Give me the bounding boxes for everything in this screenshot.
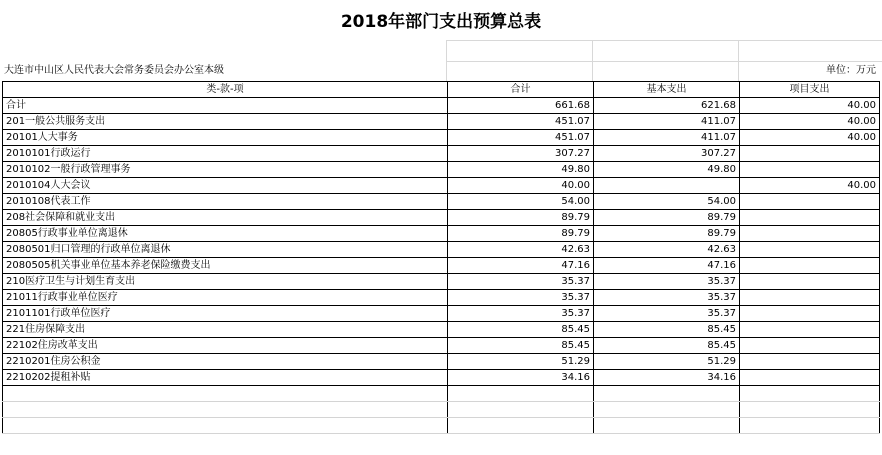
table-row — [3, 130, 880, 146]
row-basic-cell: 89.79 — [594, 226, 740, 242]
table-row — [3, 226, 880, 242]
row-basic-cell: 411.07 — [594, 130, 740, 146]
row-total-cell: 51.29 — [448, 354, 594, 370]
row-total-cell: 49.80 — [448, 162, 594, 178]
row-project-cell — [740, 242, 880, 258]
empty-cell — [448, 402, 594, 418]
row-project-cell: 40.00 — [740, 98, 880, 114]
row-total-cell: 85.45 — [448, 338, 594, 354]
row-total-cell: 661.68 — [448, 98, 594, 114]
row-basic-cell: 51.29 — [594, 354, 740, 370]
table-row — [3, 162, 880, 178]
row-basic-cell — [594, 178, 740, 194]
row-project-cell — [740, 354, 880, 370]
empty-cell — [594, 402, 740, 418]
table-row — [3, 306, 880, 322]
empty-cell — [3, 402, 448, 418]
row-project-cell — [740, 194, 880, 210]
empty-table-row — [3, 418, 880, 434]
row-project-cell — [740, 226, 880, 242]
row-total-cell: 34.16 — [448, 370, 594, 386]
row-basic-cell: 34.16 — [594, 370, 740, 386]
unit-label: 单位：万元 — [826, 65, 876, 76]
row-basic-cell: 35.37 — [594, 290, 740, 306]
row-category-cell: 2101101行政单位医疗 — [3, 306, 448, 322]
row-project-cell — [740, 322, 880, 338]
row-total-cell: 451.07 — [448, 130, 594, 146]
table-row — [3, 274, 880, 290]
budget-table — [2, 81, 880, 434]
empty-cell — [594, 418, 740, 434]
table-row — [3, 194, 880, 210]
empty-cell — [740, 386, 880, 402]
row-category-cell: 221住房保障支出 — [3, 322, 448, 338]
row-basic-cell: 307.27 — [594, 146, 740, 162]
table-row — [3, 210, 880, 226]
column-header-total: 合计 — [448, 82, 594, 98]
row-category-cell: 208社会保障和就业支出 — [3, 210, 448, 226]
table-row — [3, 258, 880, 274]
row-category-cell: 2210201住房公积金 — [3, 354, 448, 370]
row-total-cell: 85.45 — [448, 322, 594, 338]
row-category-cell: 20101人大事务 — [3, 130, 448, 146]
row-basic-cell: 411.07 — [594, 114, 740, 130]
row-project-cell — [740, 290, 880, 306]
row-project-cell — [740, 370, 880, 386]
empty-cell — [3, 386, 448, 402]
table-row — [3, 338, 880, 354]
table-row — [3, 370, 880, 386]
row-basic-cell: 85.45 — [594, 338, 740, 354]
row-category-cell: 2010104人大会议 — [3, 178, 448, 194]
row-basic-cell: 85.45 — [594, 322, 740, 338]
row-total-cell: 307.27 — [448, 146, 594, 162]
row-basic-cell: 621.68 — [594, 98, 740, 114]
column-header-project: 项目支出 — [740, 82, 880, 98]
table-body — [3, 98, 880, 434]
organization-name: 大连市中山区人民代表大会常务委员会办公室本级 — [4, 65, 224, 76]
row-category-cell: 2010102一般行政管理事务 — [3, 162, 448, 178]
row-basic-cell: 35.37 — [594, 274, 740, 290]
grid-line — [446, 61, 882, 62]
row-project-cell — [740, 258, 880, 274]
table-row — [3, 242, 880, 258]
row-total-cell: 42.63 — [448, 242, 594, 258]
empty-cell — [740, 402, 880, 418]
row-total-cell: 40.00 — [448, 178, 594, 194]
table-row — [3, 178, 880, 194]
table-row — [3, 290, 880, 306]
row-category-cell: 2210202提租补贴 — [3, 370, 448, 386]
row-category-cell: 210医疗卫生与计划生育支出 — [3, 274, 448, 290]
row-category-cell: 2010101行政运行 — [3, 146, 448, 162]
row-total-cell: 35.37 — [448, 306, 594, 322]
row-basic-cell: 54.00 — [594, 194, 740, 210]
column-header-basic: 基本支出 — [594, 82, 740, 98]
table-row — [3, 98, 880, 114]
row-project-cell — [740, 146, 880, 162]
row-category-cell: 2010108代表工作 — [3, 194, 448, 210]
row-project-cell — [740, 338, 880, 354]
row-project-cell — [740, 210, 880, 226]
page-title: 2018年部门支出预算总表 — [340, 12, 542, 32]
row-total-cell: 89.79 — [448, 210, 594, 226]
row-total-cell: 451.07 — [448, 114, 594, 130]
empty-cell — [3, 418, 448, 434]
row-basic-cell: 42.63 — [594, 242, 740, 258]
empty-cell — [448, 418, 594, 434]
row-project-cell: 40.00 — [740, 178, 880, 194]
table-row — [3, 322, 880, 338]
table-row — [3, 354, 880, 370]
column-header-category: 类-款-项 — [3, 82, 448, 98]
grid-line — [446, 40, 882, 41]
row-total-cell: 54.00 — [448, 194, 594, 210]
empty-cell — [448, 386, 594, 402]
row-basic-cell: 49.80 — [594, 162, 740, 178]
row-category-cell: 21011行政事业单位医疗 — [3, 290, 448, 306]
row-basic-cell: 35.37 — [594, 306, 740, 322]
empty-table-row — [3, 386, 880, 402]
row-project-cell: 40.00 — [740, 130, 880, 146]
row-category-cell: 合计 — [3, 98, 448, 114]
row-basic-cell: 89.79 — [594, 210, 740, 226]
row-project-cell — [740, 162, 880, 178]
table-row — [3, 146, 880, 162]
row-basic-cell: 47.16 — [594, 258, 740, 274]
row-total-cell: 35.37 — [448, 274, 594, 290]
row-total-cell: 47.16 — [448, 258, 594, 274]
table-header-row — [3, 82, 880, 98]
table-row — [3, 114, 880, 130]
row-project-cell — [740, 306, 880, 322]
row-total-cell: 89.79 — [448, 226, 594, 242]
empty-cell — [740, 418, 880, 434]
row-category-cell: 22102住房改革支出 — [3, 338, 448, 354]
row-category-cell: 2080501归口管理的行政单位离退休 — [3, 242, 448, 258]
empty-table-row — [3, 402, 880, 418]
row-project-cell: 40.00 — [740, 114, 880, 130]
row-category-cell: 201一般公共服务支出 — [3, 114, 448, 130]
empty-cell — [594, 386, 740, 402]
row-category-cell: 2080505机关事业单位基本养老保险缴费支出 — [3, 258, 448, 274]
row-category-cell: 20805行政事业单位离退休 — [3, 226, 448, 242]
row-project-cell — [740, 274, 880, 290]
row-total-cell: 35.37 — [448, 290, 594, 306]
